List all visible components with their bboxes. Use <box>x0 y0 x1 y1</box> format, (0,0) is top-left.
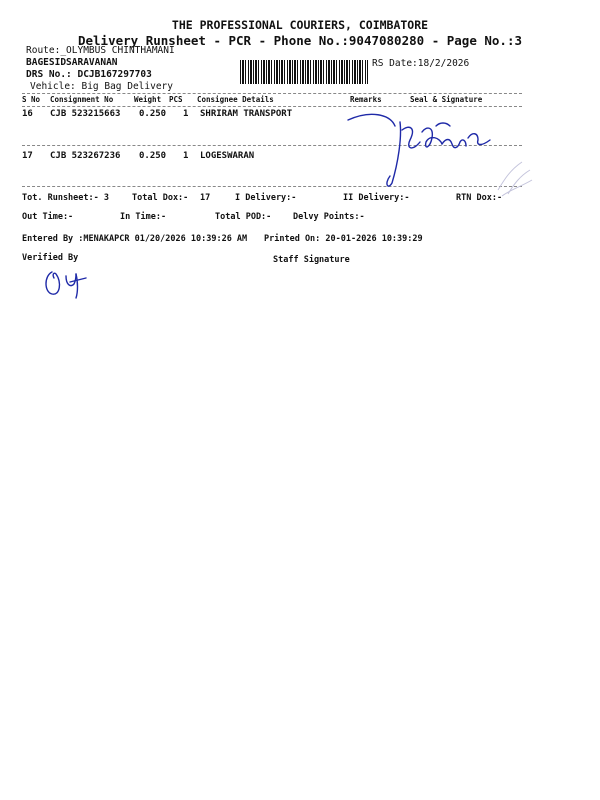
rtn-dox: RTN Dox:- <box>456 193 503 203</box>
rs-date: RS Date:18/2/2026 <box>372 58 470 69</box>
route-label: Route:_OLYMBUS CHINTHAMANI <box>26 45 175 56</box>
in-time: In Time:- <box>120 212 167 222</box>
printed-on: Printed On: 20-01-2026 10:39:29 <box>264 234 423 244</box>
entered-by: Entered By :MENAKAPCR 01/20/2026 10:39:26 AM <box>22 234 248 244</box>
staff-name: BAGESIDSARAVANAN <box>26 57 118 68</box>
barcode <box>240 60 368 84</box>
total-dox-value: 17 <box>200 193 211 203</box>
row-consignee: LOGESWARAN <box>200 151 255 161</box>
row-consignee: SHRIRAM TRANSPORT <box>200 109 293 119</box>
row-consignment: CJB 523215663 <box>50 109 121 119</box>
col-pcs: PCS <box>169 95 183 104</box>
runsheet-subtitle: Delivery Runsheet - PCR - Phone No.:9047080280 - Page No.:3 <box>77 33 522 48</box>
col-remarks: Remarks <box>350 95 382 104</box>
company-title: THE PROFESSIONAL COURIERS, COIMBATORE <box>171 18 429 32</box>
total-dox-label: Total Dox:- <box>132 193 189 203</box>
stamp-mark <box>488 150 538 200</box>
verified-by: Verified By <box>22 253 79 263</box>
col-sno: S No <box>22 95 41 104</box>
signature-image <box>340 108 510 193</box>
row-pcs: 1 <box>183 151 189 161</box>
drs-number: DRS No.: DCJB167297703 <box>26 69 152 80</box>
divider <box>22 106 522 107</box>
col-consignment: Consignment No <box>50 95 114 104</box>
delvy-points: Delvy Points:- <box>293 212 365 222</box>
col-weight: Weight <box>134 95 162 104</box>
ii-delivery: II Delivery:- <box>343 193 410 203</box>
vehicle-label: Vehicle: Big Bag Delivery <box>30 81 173 92</box>
verifier-initials <box>40 262 100 302</box>
row-pcs: 1 <box>183 109 189 119</box>
col-consignee: Consignee Details <box>197 95 274 104</box>
out-time: Out Time:- <box>22 212 74 222</box>
col-seal: Seal & Signature <box>410 95 483 104</box>
tot-runsheet: Tot. Runsheet:- 3 <box>22 193 109 203</box>
row-weight: 0.250 <box>139 109 167 119</box>
row-weight: 0.250 <box>139 151 167 161</box>
i-delivery: I Delivery:- <box>235 193 297 203</box>
divider <box>22 93 522 94</box>
staff-signature-label: Staff Signature <box>273 255 350 265</box>
row-sno: 16 <box>22 109 33 119</box>
row-consignment: CJB 523267236 <box>50 151 121 161</box>
row-sno: 17 <box>22 151 33 161</box>
total-pod: Total POD:- <box>215 212 272 222</box>
